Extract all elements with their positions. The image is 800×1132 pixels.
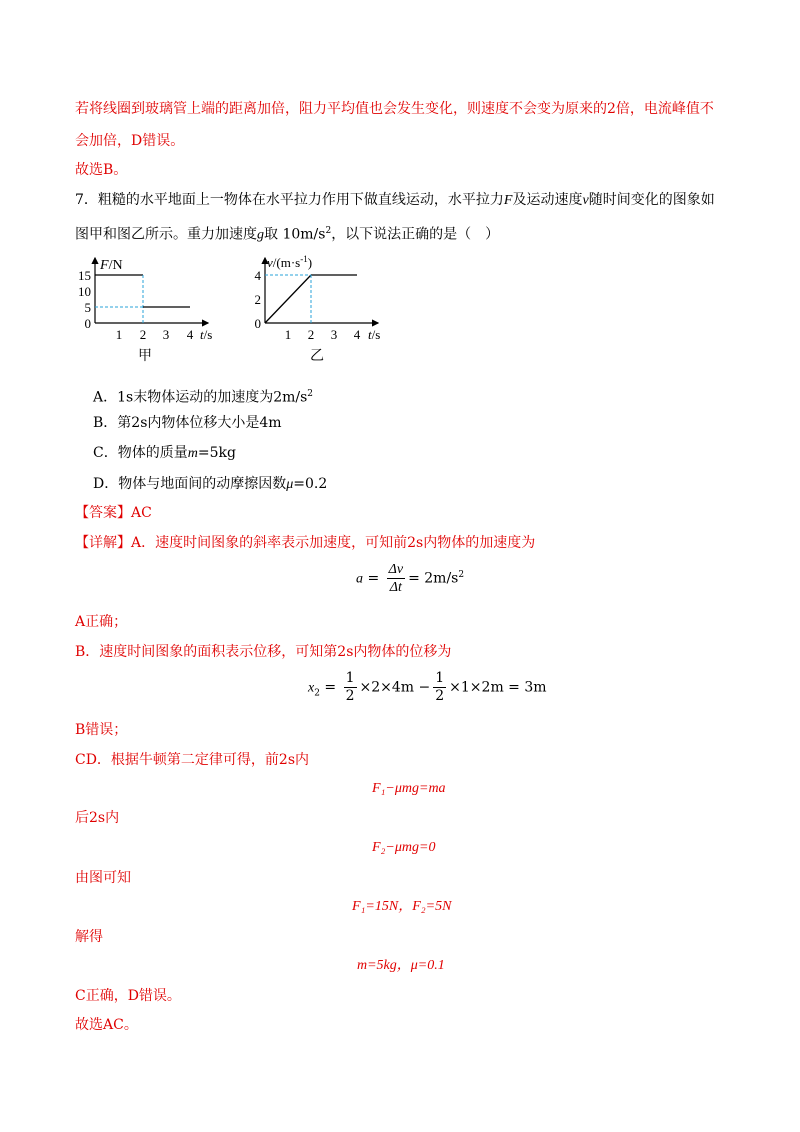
graph-yi-xtick-3: 3 [330,327,338,342]
graph-jia-ytick-0: 0 [84,316,91,331]
equation-acceleration: a = $\frac{\Delta v}{\Delta t}$ = $2m/s^2$ [356,562,465,595]
final-answer: 故选AC。 [75,1017,138,1033]
equation-forces: F₁=15N，F₂=5N [352,899,452,914]
graph-yi-ytick-0: 0 [254,316,261,331]
b-explanation: B．速度时间图象的面积表示位移，可知第2s内物体的位移为 [75,644,452,660]
answer-label: 【答案】AC [75,505,152,521]
option-b: B．第2s内物体位移大小是4m [93,415,282,431]
graph-jia-xlabel: t/s [200,327,213,342]
after-2s: 后2s内 [75,810,120,826]
option-d: D．物体与地面间的动摩擦因数μ=0.2 [93,476,328,492]
graph-jia-ytick-10: 10 [78,284,91,299]
graph-yi-caption: 乙 [310,349,324,364]
graph-jia-ytick-5: 5 [84,300,91,315]
c-correct: C正确，D错误。 [75,988,181,1004]
option-a: A．1s末物体运动的加速度为$2m/s^2$ [93,389,314,406]
graph-yi-xtick-1: 1 [284,327,292,342]
graph-jia-xtick-4: 4 [186,327,194,342]
graph-yi-ramp [265,275,311,323]
equation-displacement: $x_2$ = $\frac{1}{2}$ ×2×4m − $\frac{1}{2}$ ×1×2m = 3m [308,670,547,704]
detail-line: 【详解】A．速度时间图象的斜率表示加速度，可知前2s内物体的加速度为 [75,535,536,551]
option-c: C．物体的质量m=5kg [93,445,236,461]
question-number: 7． [75,192,98,208]
from-graph: 由图可知 [75,870,131,886]
equation-newton-2: F₂−μmg=0 [372,840,436,855]
graph-yi-ytick-4: 4 [254,268,261,283]
graph-jia-ylabel: F/N [100,258,123,273]
graph-jia-xtick-3: 3 [162,327,170,342]
graph-yi-xlabel: t/s [368,327,381,342]
cd-explanation: CD．根据牛顿第二定律可得，前2s内 [75,752,310,768]
b-wrong: B错误； [75,722,128,738]
prev-line-3: 故选B。 [75,162,128,178]
graph-jia-xtick-1: 1 [115,327,123,342]
prev-line-1: 若将线圈到玻璃管上端的距离加倍，阻力平均值也会发生变化，则速度不会变为原来的2倍，电流峰值不 [75,101,714,117]
graph-yi-xtick-2: 2 [307,327,315,342]
graph-jia-ytick-15: 15 [78,268,91,283]
solve-label: 解得 [75,929,103,945]
question-stem-line-2: 图甲和图乙所示。重力加速度g取 $10m/s^2$，以下说法正确的是（ ） [75,226,500,243]
equation-result: m=5kg，μ=0.1 [357,958,445,973]
graph-yi-ylabel: $v/(m\cdot s^{-1})$ [267,254,313,270]
graph-jia-xtick-2: 2 [139,327,147,342]
graph-jia [75,250,235,365]
graph-jia-caption: 甲 [138,349,152,364]
question-stem-line-1: 7．粗糙的水平地面上一物体在水平拉力作用下做直线运动，水平拉力F及运动速度v随时间变化的图象如 [75,192,715,208]
graph-yi [245,250,405,365]
graph-yi-ytick-2: 2 [254,292,261,307]
graph-yi-xtick-4: 4 [353,327,361,342]
equation-newton-1: F₁−μmg=ma [372,781,446,796]
prev-line-2: 会加倍，D错误。 [75,133,185,149]
a-correct: A正确； [75,614,128,630]
